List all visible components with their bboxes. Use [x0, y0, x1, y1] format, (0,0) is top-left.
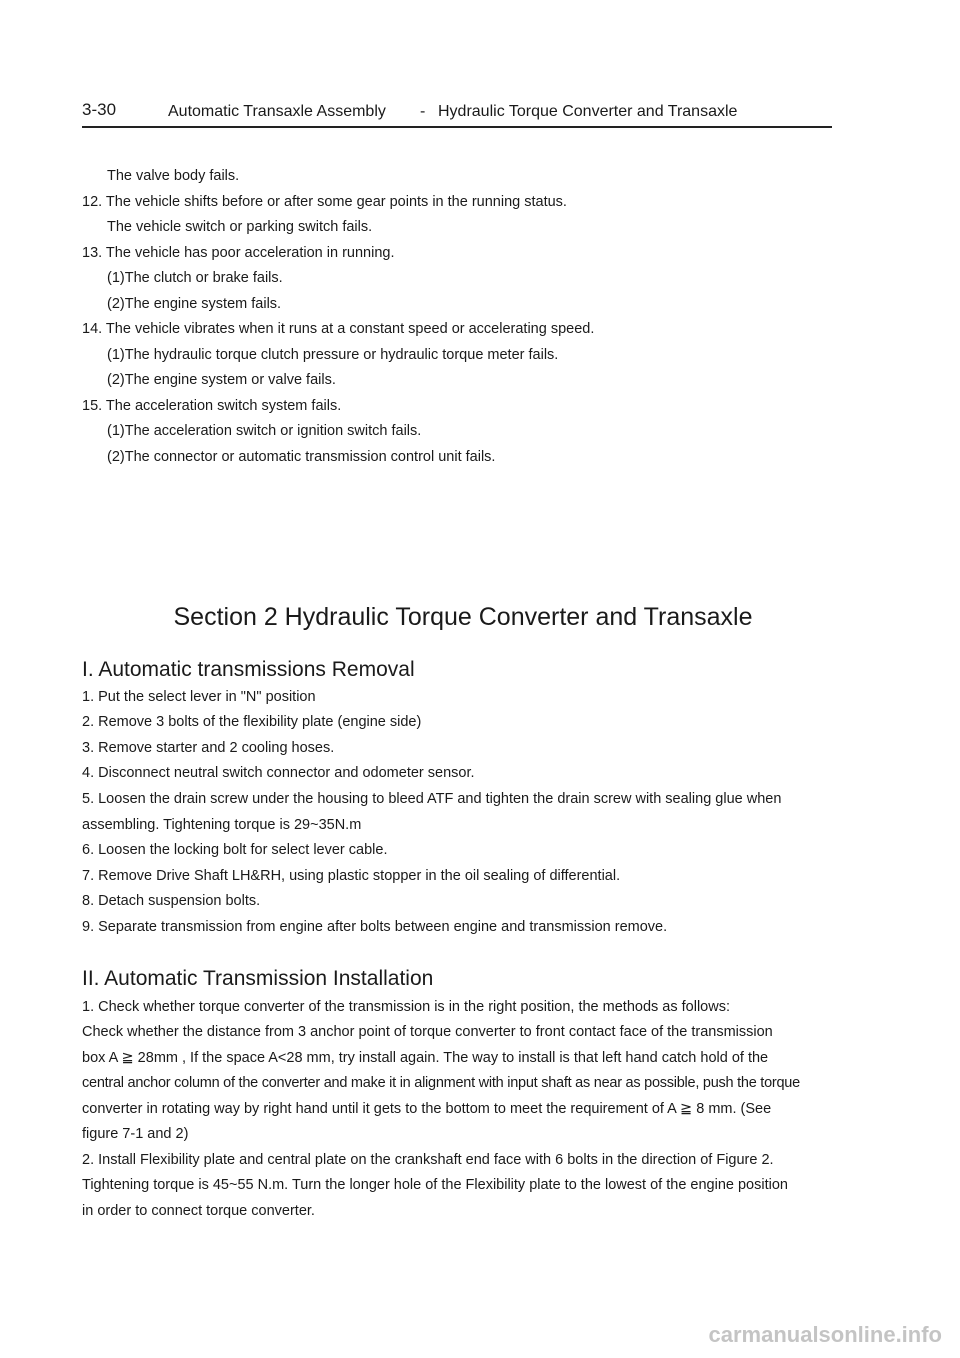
installation-line: Check whether the distance from 3 anchor point of torque converter to front contact face of the transmission [82, 1024, 773, 1040]
installation-line: 2. Install Flexibility plate and central plate on the crankshaft end face with 6 bolts in the direction of Figure 2. [82, 1152, 774, 1168]
removal-line: assembling. Tightening torque is 29~35N.m [82, 817, 362, 833]
removal-line: 5. Loosen the drain screw under the housing to bleed ATF and tighten the drain screw with sealing glue when [82, 791, 782, 807]
removal-line: 6. Loosen the locking bolt for select lever cable. [82, 842, 388, 858]
page-header [82, 100, 832, 128]
list-item: 12. The vehicle shifts before or after some gear points in the running status. [82, 194, 567, 210]
installation-line: Tightening torque is 45~55 N.m. Turn the longer hole of the Flexibility plate to the lowest of the engine position [82, 1177, 788, 1193]
section-title: Section 2 Hydraulic Torque Converter and Transaxle [173, 603, 753, 631]
removal-line: 1. Put the select lever in "N" position [82, 689, 316, 705]
removal-line: 7. Remove Drive Shaft LH&RH, using plastic stopper in the oil sealing of differential. [82, 868, 621, 884]
installation-heading: II. Automatic Transmission Installation [82, 967, 434, 990]
header-subtitle: Hydraulic Torque Converter and Transaxle [438, 103, 738, 120]
installation-line: figure 7-1 and 2) [82, 1126, 189, 1142]
installation-line: converter in rotating way by right hand until it gets to the bottom to meet the requirement of A ≧ 8 mm. (See [82, 1101, 772, 1117]
list-item: The valve body fails. [107, 168, 240, 184]
list-item: 15. The acceleration switch system fails. [82, 398, 342, 414]
list-item: The vehicle switch or parking switch fails. [107, 219, 373, 235]
removal-heading: I. Automatic transmissions Removal [82, 658, 415, 681]
list-item: (1)The hydraulic torque clutch pressure or hydraulic torque meter fails. [107, 347, 559, 363]
list-item: (2)The engine system fails. [107, 296, 282, 312]
installation-line: box A ≧ 28mm , If the space A<28 mm, try install again. The way to install is that left hand catch hold of the [82, 1050, 769, 1066]
list-item: (1)The clutch or brake fails. [107, 270, 283, 286]
watermark: carmanualsonline.info [708, 1322, 942, 1347]
page-number: 3-30 [82, 100, 117, 119]
list-item: (2)The connector or automatic transmission control unit fails. [107, 449, 496, 465]
list-item: (1)The acceleration switch or ignition switch fails. [107, 423, 422, 439]
installation-line: 1. Check whether torque converter of the transmission is in the right position, the methods as follows: [82, 999, 730, 1015]
list-item: 13. The vehicle has poor acceleration in running. [82, 245, 395, 261]
installation-line: in order to connect torque converter. [82, 1203, 315, 1219]
header-title: Automatic Transaxle Assembly [168, 103, 386, 120]
removal-line: 8. Detach suspension bolts. [82, 893, 261, 909]
installation-line: central anchor column of the converter and make it in alignment with input shaft as near as possible, push the torque [82, 1075, 800, 1091]
header-dash: - [420, 103, 426, 120]
removal-line: 9. Separate transmission from engine after bolts between engine and transmission remove. [82, 919, 668, 935]
removal-line: 2. Remove 3 bolts of the flexibility plate (engine side) [82, 714, 422, 730]
list-item: 14. The vehicle vibrates when it runs at a constant speed or accelerating speed. [82, 321, 595, 337]
removal-line: 4. Disconnect neutral switch connector and odometer sensor. [82, 765, 475, 781]
list-item: (2)The engine system or valve fails. [107, 372, 336, 388]
removal-line: 3. Remove starter and 2 cooling hoses. [82, 740, 335, 756]
